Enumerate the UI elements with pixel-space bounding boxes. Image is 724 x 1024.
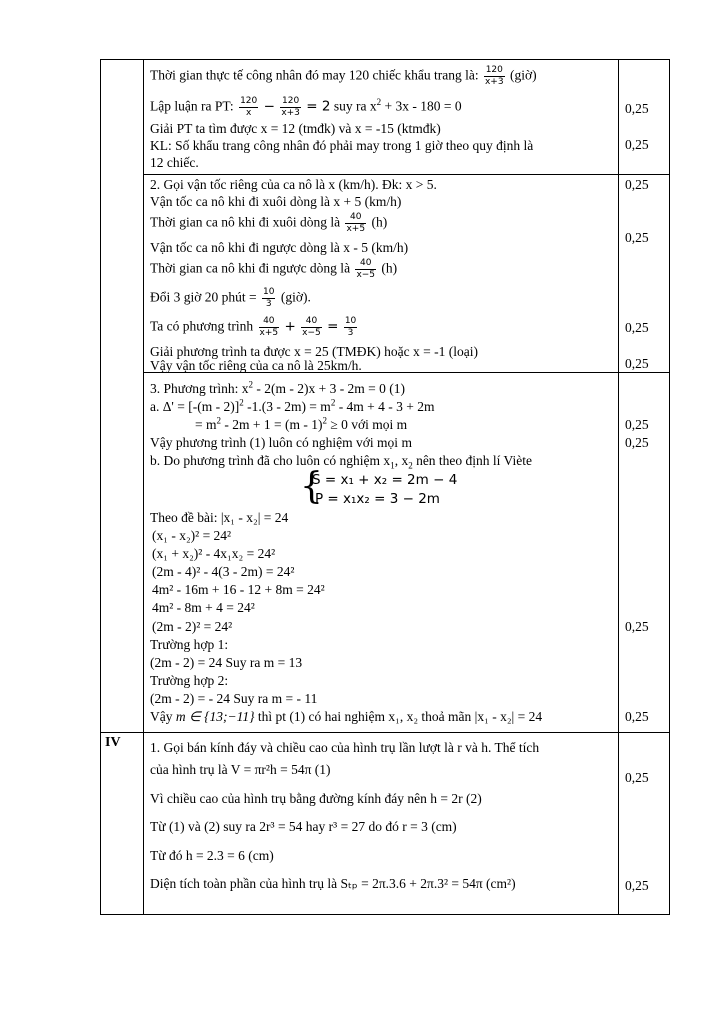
- text-line: (x₁ + x₂)² - 4x₁x₂ = 24²: [152, 546, 276, 561]
- text-line: Vận tốc ca nô khi đi ngược dòng là x - 5 (km/h): [150, 240, 409, 255]
- text-line: 4m² - 16m + 16 - 12 + 8m = 24²: [152, 582, 325, 597]
- text-line: Giải phương trình ta được x = 25 (TMĐK) hoặc x = -1 (loại): [150, 344, 478, 359]
- score: 0,25: [625, 709, 649, 724]
- table-border-col2: [618, 59, 619, 915]
- score: 0,25: [625, 230, 649, 245]
- text-line: Ta có phương trình $\frac{40}{x+5}$ + $\frac{40}{x-5}$ = $\frac{10}{3}$: [150, 316, 357, 338]
- text-line: (2m - 2) = - 24 Suy ra m = - 11: [150, 691, 318, 706]
- text-line: KL: Số khẩu trang công nhân đó phải may trong 1 giờ theo quy định là: [150, 138, 534, 153]
- text-line: Theo đề bài: |x₁ - x₂| = 24: [150, 510, 289, 525]
- text-line: 1. Gọi bán kính đáy và chiều cao của hình trụ lần lượt là r và h. Thể tích: [150, 740, 540, 755]
- text-line: Từ đó h = 2.3 = 6 (cm): [150, 848, 274, 863]
- score: 0,25: [625, 619, 649, 634]
- score: 0,25: [625, 435, 649, 450]
- table-border-top: [100, 59, 670, 60]
- text-line: 12 chiếc.: [150, 155, 199, 170]
- text-line: Trường hợp 1:: [150, 637, 229, 652]
- score: 0,25: [625, 770, 649, 785]
- text-line: a. Δ' = [-(m - 2)]$^2$ $-1.(3 - 2m) = m^2 - 4m + 4 - 3 + 2m$: [150, 397, 435, 414]
- score: 0,25: [625, 137, 649, 152]
- text-line: Lập luận ra PT: $\frac{120}{x}$ − $\frac{120}{x+3}$ = 2 suy ra $x^2 + 3x - 180 = 0$: [150, 96, 462, 118]
- score: 0,25: [625, 177, 649, 192]
- table-border-bottom: [100, 914, 670, 915]
- text-line: Vận tốc ca nô khi đi xuôi dòng là x + 5 (km/h): [150, 194, 402, 209]
- row-divider: [143, 174, 670, 175]
- text-line: Đổi 3 giờ 20 phút = $\frac{10}{3}$ (giờ).: [150, 287, 311, 309]
- text-line: Vì chiều cao của hình trụ bằng đường kính đáy nên h = 2r (2): [150, 791, 482, 806]
- text-line: Vậy m ∈ {13;−11} thì pt (1) có hai nghiệm x₁, x₂ thoả mãn |x₁ - x₂| = 24: [150, 709, 543, 724]
- text-line: (2m - 4)² - 4(3 - 2m) = 24²: [152, 564, 295, 579]
- viete-sum: S = x₁ + x₂ = 2m − 4: [312, 472, 458, 488]
- score: 0,25: [625, 101, 649, 116]
- score: 0,25: [625, 320, 649, 335]
- text-line: 4m² - 8m + 4 = 24²: [152, 600, 255, 615]
- text-line: Trường hợp 2:: [150, 673, 229, 688]
- text-line: = $m^2 - 2m + 1 = (m - 1)^2 \ge 0$ với mọi m: [195, 415, 408, 432]
- table-border-right: [669, 59, 670, 915]
- text-line: (2m - 2)² = 24²: [152, 619, 233, 634]
- text-line: 2. Gọi vận tốc riêng của ca nô là x (km/h). Đk: x > 5.: [150, 177, 437, 192]
- table-border-left: [100, 59, 101, 915]
- score: 0,25: [625, 878, 649, 893]
- text-line: Thời gian ca nô khi đi ngược dòng là $\frac{40}{x-5}$ (h): [150, 258, 398, 280]
- section-label: IV: [105, 735, 121, 750]
- text-line: (2m - 2) = 24 Suy ra m = 13: [150, 655, 303, 670]
- row-divider: [100, 732, 670, 733]
- text-line: Vậy vận tốc riêng của ca nô là 25km/h.: [150, 358, 362, 373]
- text-line: (x₁ - x₂)² = 24²: [152, 528, 232, 543]
- text-line: b. Do phương trình đã cho luôn có nghiệm $x_1$, $x_2$ nên theo định lí Viète: [150, 453, 532, 471]
- score: 0,25: [625, 356, 649, 371]
- system-brace: {: [300, 466, 323, 507]
- viete-product: P = x₁x₂ = 3 − 2m: [315, 491, 440, 507]
- text-line: của hình trụ là V = πr²h = 54π (1): [150, 762, 331, 777]
- text-line: Thời gian ca nô khi đi xuôi dòng là $\frac{40}{x+5}$ (h): [150, 212, 388, 234]
- score: 0,25: [625, 417, 649, 432]
- text-line: Vậy phương trình (1) luôn có nghiệm với mọi m: [150, 435, 412, 450]
- text-line: Giải PT ta tìm được x = 12 (tmđk) và x = -15 (ktmđk): [150, 121, 441, 136]
- text-line: Từ (1) và (2) suy ra 2r³ = 54 hay r³ = 27 do đó r = 3 (cm): [150, 819, 457, 834]
- text-line: 3. Phương trình: $x^2 - 2(m - 2)x + 3 - 2m = 0$ (1): [150, 379, 406, 396]
- text-line: Diện tích toàn phần của hình trụ là Sₜₚ = 2π.3.6 + 2π.3² = 54π (cm²): [150, 876, 516, 891]
- table-border-col1: [143, 59, 144, 915]
- text-line: Thời gian thực tế công nhân đó may 120 chiếc khẩu trang là: $\frac{120}{x+3}$ (giờ): [150, 65, 537, 87]
